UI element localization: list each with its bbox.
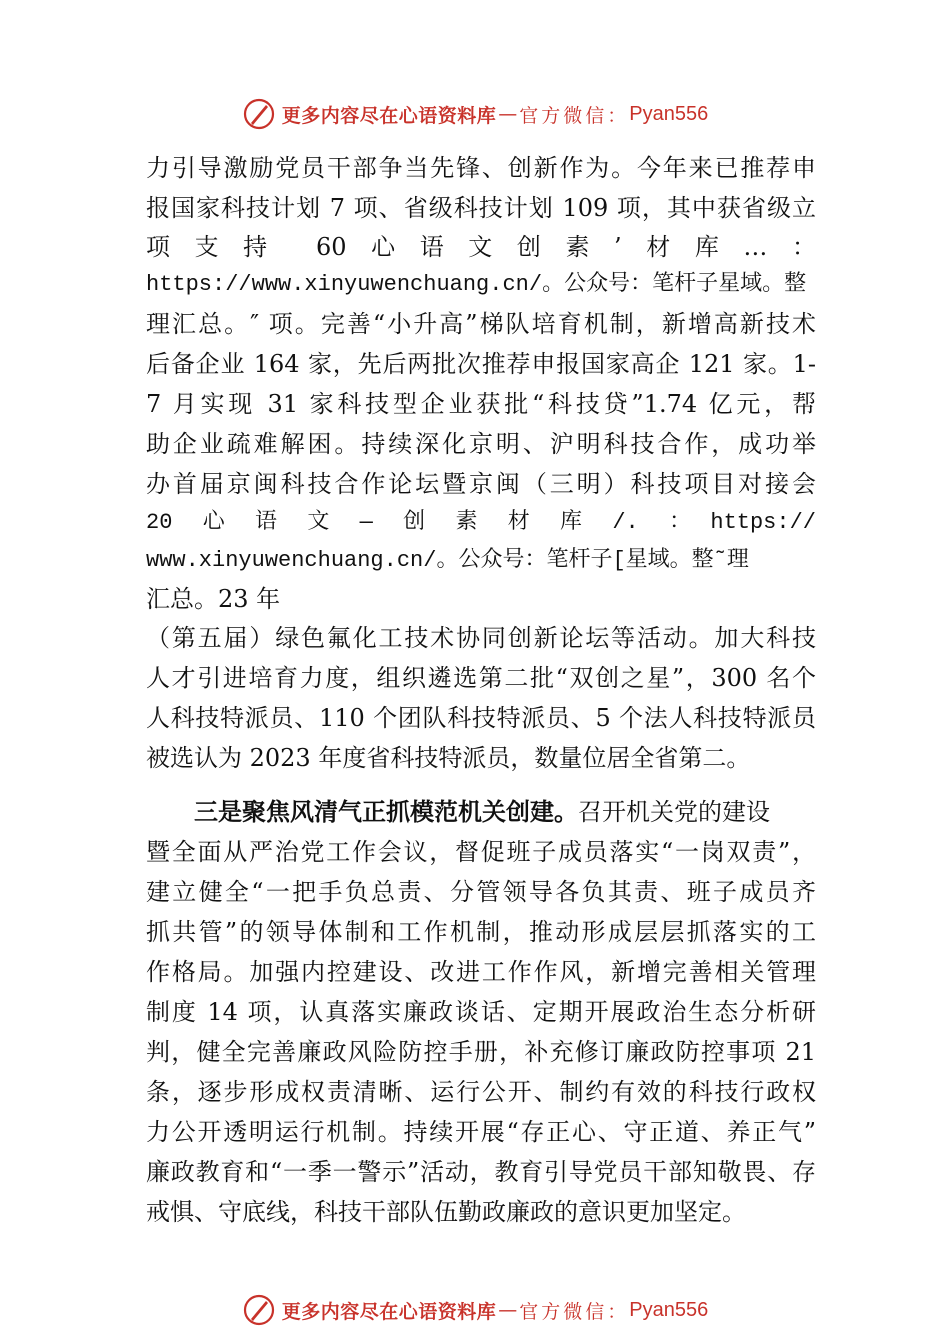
- banner-wechat-label: 官方微信：: [519, 1300, 630, 1323]
- section-heading: 三是聚焦风清气正抓模范机关创建。: [194, 798, 578, 826]
- header-banner: [0, 94, 950, 134]
- text-line: 办首届京闽科技合作论坛暨京闽（三明）科技项目对接会: [146, 470, 816, 498]
- text-line: 20 心 语 文 — 创 素 材 库 /. ： https://: [146, 510, 816, 535]
- text-line: 报国家科技计划 7 项、省级科技计划 109 项，其中获省级立: [146, 194, 816, 222]
- banner-dash: —: [498, 1299, 518, 1321]
- banner-wechat-id: Pyan556: [629, 1298, 709, 1321]
- text-line: 力引导激励党员干部争当先锋、创新作为。今年来已推荐申: [146, 154, 816, 182]
- text-line: 力公开透明运行机制。持续开展“存正心、守正道、养正气”: [146, 1118, 816, 1146]
- banner-brand: 更多内容尽在心语资料库: [281, 104, 497, 127]
- text-line: 人科技特派员、110 个团队科技特派员、5 个法人科技特派员: [146, 704, 816, 732]
- banner-wechat-label: 官方微信：: [519, 104, 630, 127]
- text-line: 建立健全“一把手负总责、分管领导各负其责、班子成员齐: [146, 878, 816, 906]
- text-line-rest: 召开机关党的建设: [578, 798, 770, 826]
- text-line: 戒惧、守底线，科技干部队伍勤政廉政的意识更加坚定。: [146, 1198, 746, 1226]
- text-line: 7 月实现 31 家科技型企业获批“科技贷”1.74 亿元，帮: [146, 390, 816, 418]
- text-line: 理汇总。″ 项。完善“小升高”梯队培育机制，新增高新技术: [146, 310, 816, 338]
- banner-wechat-id: Pyan556: [629, 102, 709, 125]
- text-line: 人才引进培育力度，组织遴选第二批“双创之星”，300 名个: [146, 664, 816, 692]
- text-line-url: www.xinyuwenchuang.cn/。公众号：笔杆子[星域。整˜理: [146, 548, 749, 573]
- document-body: [146, 148, 816, 1232]
- text-line: 制度 14 项，认真落实廉政谈话、定期开展政治生态分析研: [146, 998, 816, 1026]
- text-line: 助企业疏难解困。持续深化京明、沪明科技合作，成功举: [146, 430, 816, 458]
- banner-brand: 更多内容尽在心语资料库: [281, 1300, 497, 1323]
- text-line: 项 支 持 60 心 语 文 创 素 ’ 材 库 … ：: [146, 233, 816, 261]
- text-line: 判，健全完善廉政风险防控手册，补充修订廉政防控事项 21: [146, 1038, 816, 1066]
- text-line: 被选认为 2023 年度省科技特派员，数量位居全省第二。: [146, 744, 751, 772]
- text-line: 暨全面从严治党工作会议，督促班子成员落实“一岗双责”，: [146, 838, 816, 866]
- text-line-url: https://www.xinyuwenchuang.cn/。公众号：笔杆子星域。整: [146, 272, 807, 297]
- quill-logo-icon: [242, 97, 276, 131]
- quill-logo-icon: [242, 1293, 276, 1327]
- text-line: 汇总。23 年: [146, 585, 281, 613]
- text-line: 条，逐步形成权责清晰、运行公开、制约有效的科技行政权: [146, 1078, 816, 1106]
- text-line: 作格局。加强内控建设、改进工作作风，新增完善相关管理: [146, 958, 816, 986]
- footer-banner: [0, 1290, 950, 1330]
- banner-dash: —: [498, 103, 518, 125]
- section-heading-line: [146, 792, 816, 832]
- text-line: 后备企业 164 家，先后两批次推荐申报国家高企 121 家。1-: [146, 350, 816, 378]
- text-line: （第五届）绿色氟化工技术协同创新论坛等活动。加大科技: [146, 624, 816, 652]
- text-line: 廉政教育和“一季一警示”活动，教育引导党员干部知敬畏、存: [146, 1158, 816, 1186]
- text-line: 抓共管”的领导体制和工作机制，推动形成层层抓落实的工: [146, 918, 816, 946]
